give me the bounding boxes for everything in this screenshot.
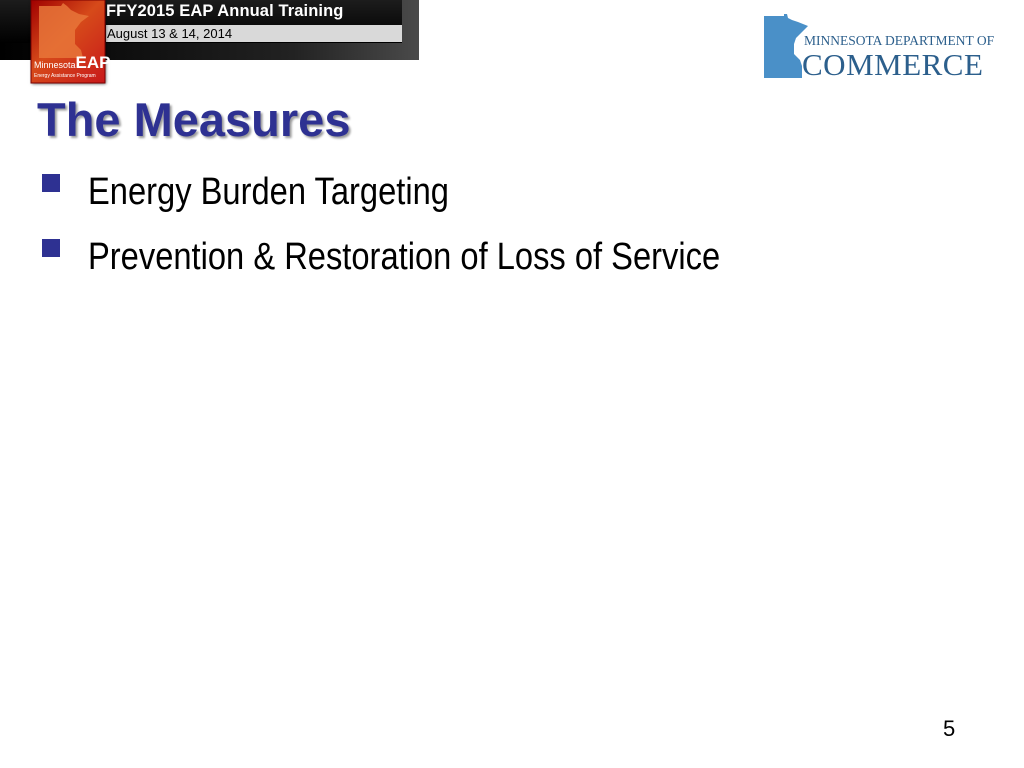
slide-title: The Measures [37,93,351,146]
commerce-logo-line1: MINNESOTA DEPARTMENT OF [804,33,995,48]
eap-logo-subtitle: Energy Assistance Program [34,73,96,79]
eap-logo [31,0,111,83]
square-bullet-icon [42,239,60,257]
eap-logo-name-large: EAP [75,53,111,72]
bullet-text: Energy Burden Targeting [88,171,449,213]
event-date: August 13 & 14, 2014 [106,25,402,42]
eap-logo-name-small: Minnesota [34,60,76,70]
commerce-logo [762,14,995,82]
square-bullet-icon [42,174,60,192]
page-number: 5 [943,716,956,741]
eap-logo-name [34,53,111,72]
bullet-text: Prevention & Restoration of Loss of Service [88,236,721,278]
commerce-logo-line2: COMMERCE [802,47,984,82]
event-title: FFY2015 EAP Annual Training [106,2,344,20]
